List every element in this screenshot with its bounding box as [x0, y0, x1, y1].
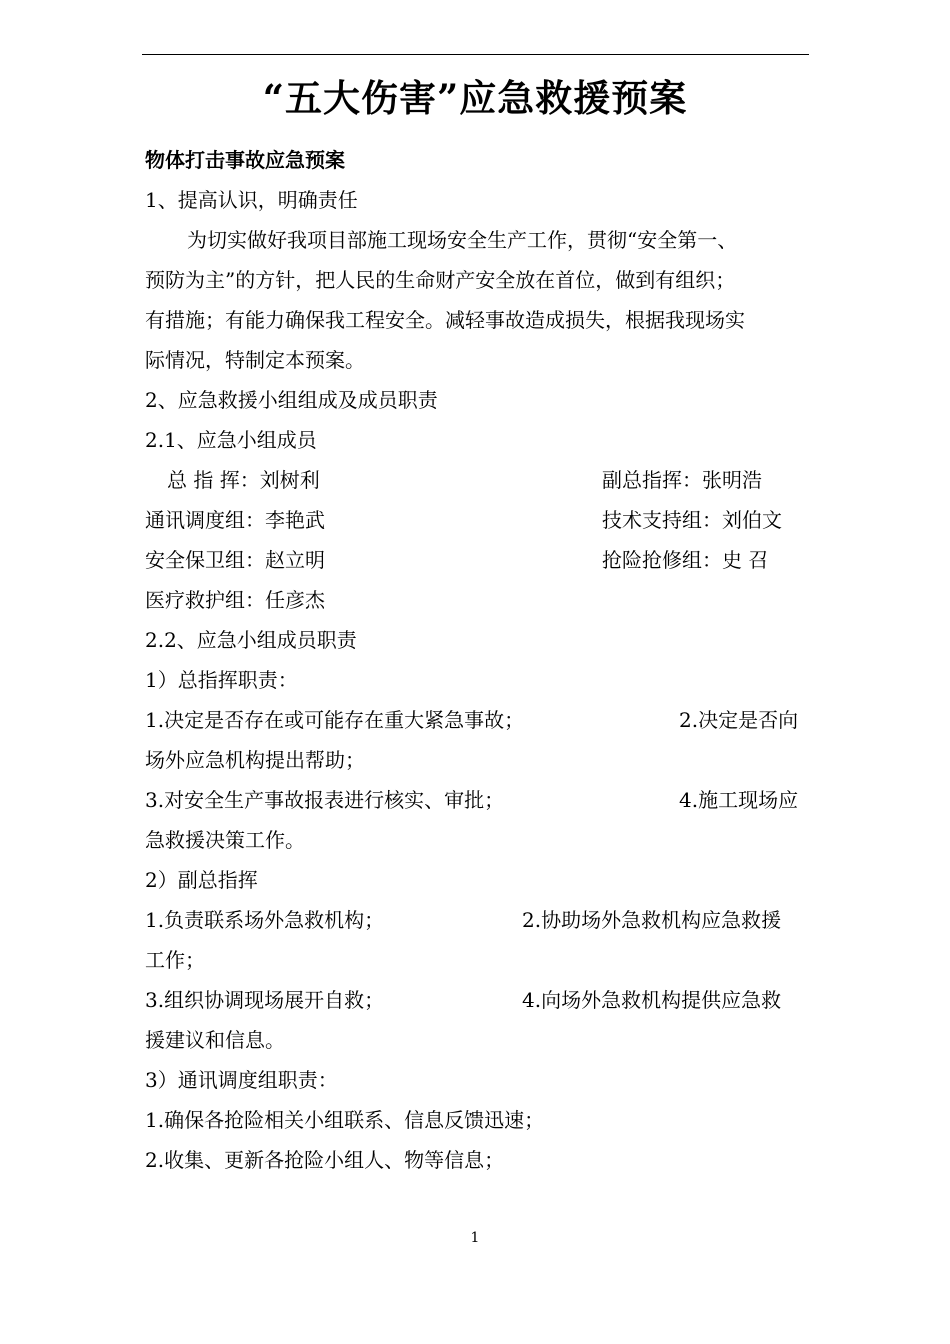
duty-line: [145, 980, 813, 1020]
duty-line: 1.确保各抢险相关小组联系、信息反馈迅速；: [145, 1108, 545, 1132]
member-communications: 通讯调度组：李艳武: [145, 508, 325, 532]
duty-line: [145, 700, 813, 740]
duty-item: 1.负责联系场外急救机构；: [145, 908, 385, 932]
member-security: 安全保卫组：赵立明: [145, 548, 325, 572]
member-row: [145, 580, 813, 620]
duty-line: 场外应急机构提出帮助；: [145, 748, 365, 772]
heading-2: 2、应急救援小组组成及成员职责: [145, 388, 438, 412]
document-body: [145, 140, 813, 1180]
section-heading: 物体打击事故应急预案: [145, 148, 345, 172]
member-deputy-commander: 副总指挥：张明浩: [602, 468, 762, 492]
heading-1: 1、提高认识，明确责任: [145, 188, 358, 212]
duty-line: [145, 900, 813, 940]
duty-item: 3.组织协调现场展开自救；: [145, 988, 385, 1012]
paragraph-line: 际情况，特制定本预案。: [145, 348, 365, 372]
duty-line: 工作；: [145, 948, 205, 972]
duty-item: 3.对安全生产事故报表进行核实、审批；: [145, 788, 505, 812]
document-title: “五大伤害”应急救援预案: [262, 76, 688, 120]
duty-line: 2.收集、更新各抢险小组人、物等信息；: [145, 1148, 505, 1172]
duty-item: 2.决定是否向: [679, 708, 799, 732]
duty-line: 援建议和信息。: [145, 1028, 285, 1052]
duty-heading: 2）副总指挥: [145, 868, 258, 892]
duty-item: 1.决定是否存在或可能存在重大紧急事故；: [145, 708, 525, 732]
heading-2-1: 2.1、应急小组成员: [145, 428, 317, 452]
paragraph-line: 为切实做好我项目部施工现场安全生产工作，贯彻“安全第一、: [187, 228, 738, 252]
header-rule: [142, 54, 809, 55]
member-row: [145, 540, 813, 580]
duty-heading: 1）总指挥职责：: [145, 668, 298, 692]
duty-item: 2.协助场外急救机构应急救援: [522, 908, 782, 932]
duty-line: [145, 780, 813, 820]
member-row: [145, 460, 813, 500]
member-commander: 总 指 挥：刘树利: [167, 468, 320, 492]
heading-2-2: 2.2、应急小组成员职责: [145, 628, 357, 652]
duty-item: 4.施工现场应: [679, 788, 799, 812]
member-medical: 医疗救护组：任彦杰: [145, 588, 325, 612]
paragraph-line: 预防为主”的方针，把人民的生命财产安全放在首位，做到有组织；: [145, 268, 736, 292]
paragraph-line: 有措施；有能力确保我工程安全。减轻事故造成损失，根据我现场实: [145, 308, 745, 332]
member-rescue-repair: 抢险抢修组：史 召: [602, 548, 769, 572]
member-row: [145, 500, 813, 540]
duty-line: 急救援决策工作。: [145, 828, 305, 852]
duty-item: 4.向场外急救机构提供应急救: [522, 988, 782, 1012]
duty-heading: 3）通讯调度组职责：: [145, 1068, 338, 1092]
member-technical-support: 技术支持组：刘伯文: [602, 508, 782, 532]
page-number: 1: [470, 1230, 480, 1246]
